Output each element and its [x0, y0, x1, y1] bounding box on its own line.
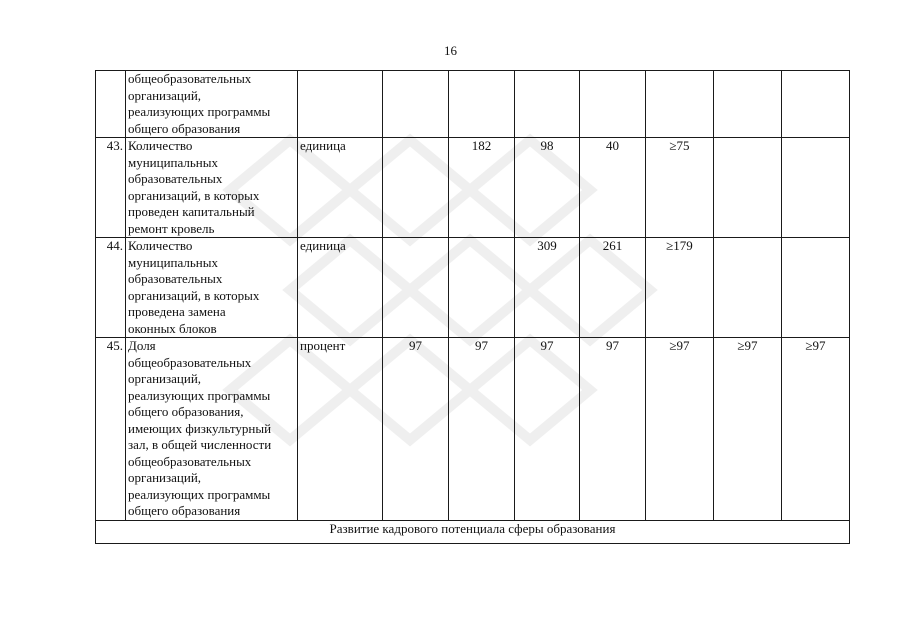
value-cell	[782, 138, 850, 238]
table-row-43	[96, 138, 850, 238]
name-line: общего образования	[128, 120, 241, 136]
value-cell	[449, 238, 515, 338]
page-number: 16	[444, 43, 457, 58]
name-line: реализующих программы	[128, 387, 271, 403]
value-cell	[383, 71, 449, 138]
name-line: образовательных	[128, 271, 223, 286]
value-cell: ≥97	[782, 338, 850, 521]
unit-cell: единица	[298, 238, 383, 338]
indicator-name-cell	[126, 238, 298, 338]
value-cell	[515, 71, 580, 138]
table-row-44	[96, 238, 850, 338]
value-cell: 98	[515, 138, 580, 238]
name-line: организаций, в которых	[128, 187, 260, 203]
name-line: Количество	[128, 238, 193, 253]
value-cell	[714, 71, 782, 138]
value-cell: ≥97	[646, 338, 714, 521]
value-cell	[580, 71, 646, 138]
value-cell: 97	[383, 338, 449, 521]
table-row-continuation	[96, 71, 850, 138]
indicator-name-cell	[126, 71, 298, 138]
value-cell	[383, 138, 449, 238]
name-line: зал, в общей численности	[128, 437, 272, 452]
name-line: организаций,	[128, 470, 202, 485]
name-line: реализующих программы	[128, 486, 271, 502]
name-line: проведена замена	[128, 304, 226, 319]
name-line: образовательных	[128, 171, 223, 186]
name-line: организаций, в которых	[128, 287, 260, 303]
name-line: общеобразовательных	[128, 453, 252, 469]
section-heading-row	[96, 520, 850, 543]
name-line: общего образования,	[128, 404, 244, 419]
value-cell	[714, 238, 782, 338]
name-line: имеющих физкультурный	[128, 420, 272, 436]
indicator-name-cell	[126, 138, 298, 238]
value-cell	[646, 71, 714, 138]
name-line: муниципальных	[128, 254, 219, 270]
row-number-cell	[96, 71, 126, 138]
value-cell: 309	[515, 238, 580, 338]
name-line: оконных блоков	[128, 320, 217, 336]
row-number-cell: 44.	[96, 238, 126, 338]
value-cell: ≥97	[714, 338, 782, 521]
indicators-table	[95, 70, 850, 544]
name-line: ремонт кровель	[128, 220, 215, 236]
value-cell: ≥75	[646, 138, 714, 238]
unit-cell: процент	[298, 338, 383, 521]
table-row-45	[96, 338, 850, 521]
value-cell: ≥179	[646, 238, 714, 338]
indicator-name-cell	[126, 338, 298, 521]
value-cell	[714, 138, 782, 238]
name-line: Доля	[128, 338, 156, 353]
name-line: реализующих программы	[128, 104, 271, 119]
value-cell: 261	[580, 238, 646, 338]
unit-cell: единица	[298, 138, 383, 238]
row-number-cell: 43.	[96, 138, 126, 238]
name-line: общеобразовательных	[128, 71, 252, 86]
value-cell: 97	[580, 338, 646, 521]
value-cell	[383, 238, 449, 338]
value-cell	[449, 71, 515, 138]
name-line: организаций,	[128, 371, 202, 386]
name-line: Количество	[128, 138, 193, 153]
value-cell: 40	[580, 138, 646, 238]
row-number-cell: 45.	[96, 338, 126, 521]
name-line: общего образования	[128, 503, 241, 518]
value-cell	[782, 238, 850, 338]
value-cell	[782, 71, 850, 138]
name-line: проведен капитальный	[128, 204, 255, 219]
name-line: организаций,	[128, 87, 202, 103]
value-cell: 182	[449, 138, 515, 238]
name-line: общеобразовательных	[128, 354, 252, 370]
value-cell: 97	[449, 338, 515, 521]
unit-cell	[298, 71, 383, 138]
value-cell: 97	[515, 338, 580, 521]
section-heading: Развитие кадрового потенциала сферы образования	[96, 520, 850, 543]
name-line: муниципальных	[128, 154, 219, 170]
